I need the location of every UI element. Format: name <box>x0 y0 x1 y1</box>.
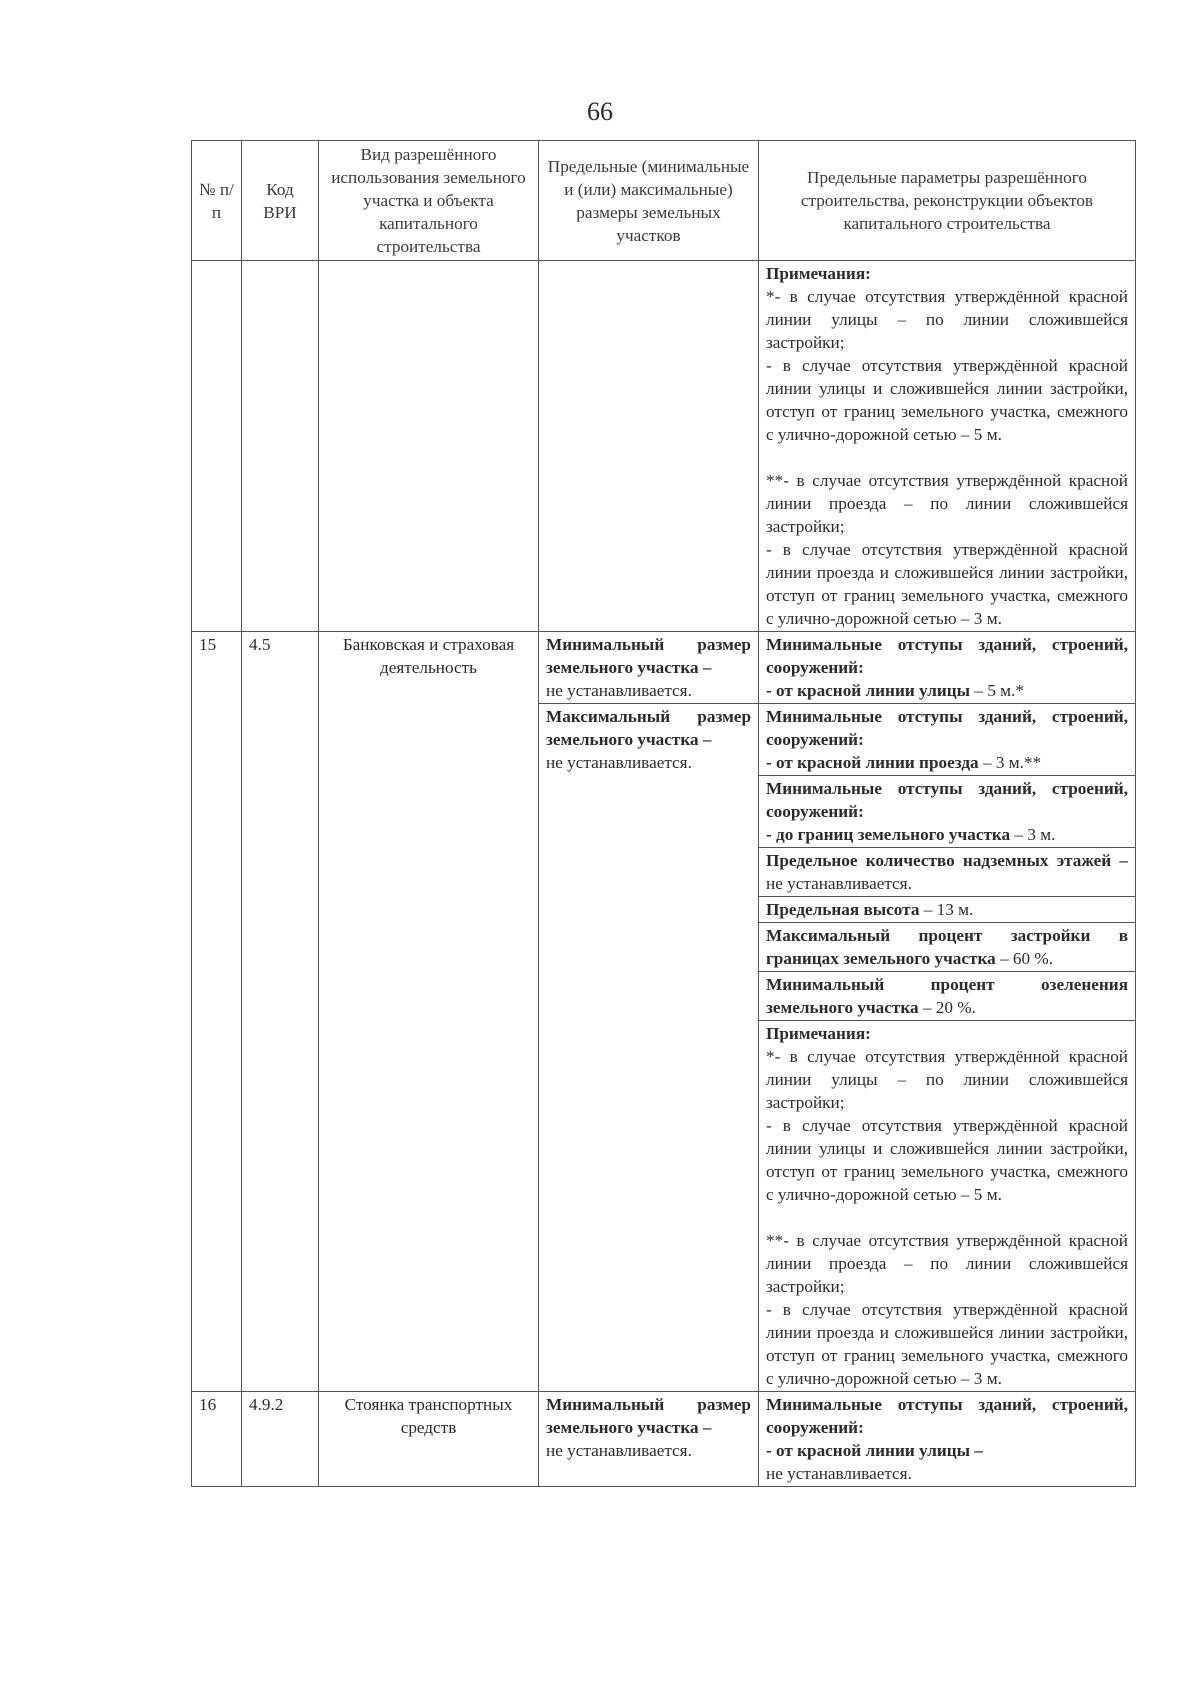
cell-empty <box>539 261 759 632</box>
table-row <box>192 632 1136 704</box>
param-cell <box>759 632 1136 704</box>
cell-empty <box>192 261 242 632</box>
header-number: № п/п <box>192 141 242 261</box>
param-label: Минимальный процент озеленения земельного участка <box>766 975 1128 1017</box>
notes-title: Примечания: <box>766 264 871 283</box>
note-street-1: *- в случае отсутствия утверждённой красной линии улицы – по линии сложившейся застройки; <box>766 287 1128 352</box>
row-use-type: Стоянка транспортных средств <box>319 1392 539 1487</box>
param-sublabel: - от красной линии улицы <box>766 681 971 700</box>
min-size-label: Минимальный размер земельного участка – <box>546 635 751 677</box>
min-size-cell <box>539 632 759 704</box>
cell-empty <box>319 261 539 632</box>
row-code: 4.5 <box>242 632 319 1392</box>
header-building-params: Предельные параметры разрешённого строительства, реконструкции объектов капитального строительства <box>759 141 1136 261</box>
row-number: 15 <box>192 632 242 1392</box>
param-value: – 20 %. <box>918 998 976 1017</box>
param-cell <box>759 923 1136 972</box>
min-size-value: не устанавливается. <box>546 1441 692 1460</box>
max-size-label: Максимальный размер земельного участка – <box>546 707 751 749</box>
row-code: 4.9.2 <box>242 1392 319 1487</box>
note-street-2: - в случае отсутствия утверждённой красной линии улицы и сложившейся линии застройки, отступ от границ земельного участка, смежного с улично-дорожной сетью – 5 м. <box>766 1116 1128 1204</box>
min-size-cell <box>539 1392 759 1487</box>
param-cell <box>759 972 1136 1021</box>
param-sublabel: - от красной линии проезда <box>766 753 979 772</box>
note-street-1: *- в случае отсутствия утверждённой красной линии улицы – по линии сложившейся застройки; <box>766 1047 1128 1112</box>
page-number: 66 <box>587 97 613 126</box>
note-street-2: - в случае отсутствия утверждённой красной линии улицы и сложившейся линии застройки, отступ от границ земельного участка, смежного с улично-дорожной сетью – 5 м. <box>766 356 1128 444</box>
param-sublabel: - до границ земельного участка <box>766 825 1011 844</box>
table-row <box>192 261 1136 632</box>
param-cell <box>759 897 1136 923</box>
param-label: Максимальный процент застройки в границах земельного участка <box>766 926 1128 968</box>
max-size-value: не устанавливается. <box>546 753 692 772</box>
param-value: не устанавливается. <box>766 874 912 893</box>
zoning-parameters-table <box>191 140 1136 1487</box>
param-value: – 3 м.** <box>978 753 1042 772</box>
note-drive-1: **- в случае отсутствия утверждённой красной линии проезда – по линии сложившейся застройки; <box>766 1231 1128 1296</box>
param-value: – 5 м.* <box>970 681 1024 700</box>
param-cell <box>759 704 1136 776</box>
note-drive-1: **- в случае отсутствия утверждённой красной линии проезда – по линии сложившейся застройки; <box>766 471 1128 536</box>
param-value: – 60 %. <box>995 949 1054 968</box>
note-drive-2: - в случае отсутствия утверждённой красной линии проезда и сложившейся линии застройки, отступ от границ земельного участка, смежного с улично-дорожной сетью – 3 м. <box>766 1300 1128 1388</box>
param-label: Минимальные отступы зданий, строений, сооружений: <box>766 779 1128 821</box>
min-size-label: Минимальный размер земельного участка – <box>546 1395 751 1437</box>
max-size-cell <box>539 704 759 1392</box>
param-value: – 3 м. <box>1010 825 1056 844</box>
param-cell <box>759 848 1136 897</box>
row-number: 16 <box>192 1392 242 1487</box>
param-cell <box>759 1392 1136 1487</box>
header-use-type: Вид разрешённого использования земельного участка и объекта капитального строительства <box>319 141 539 261</box>
param-label: Предельное количество надземных этажей – <box>766 851 1128 870</box>
param-label: Предельная высота <box>766 900 920 919</box>
param-label: Минимальные отступы зданий, строений, сооружений: <box>766 635 1128 677</box>
notes-title: Примечания: <box>766 1024 871 1043</box>
header-code: Код ВРИ <box>242 141 319 261</box>
cell-empty <box>242 261 319 632</box>
row-use-type: Банковская и страховая деятельность <box>319 632 539 1392</box>
param-label: Минимальные отступы зданий, строений, сооружений: <box>766 1395 1128 1437</box>
notes-cell <box>759 261 1136 632</box>
param-cell <box>759 776 1136 848</box>
param-value: не устанавливается. <box>766 1464 912 1483</box>
param-sublabel: - от красной линии улицы – <box>766 1441 983 1460</box>
param-value: – 13 м. <box>919 900 974 919</box>
param-label: Минимальные отступы зданий, строений, сооружений: <box>766 707 1128 749</box>
table-row <box>192 1392 1136 1487</box>
min-size-value: не устанавливается. <box>546 681 692 700</box>
table-header-row <box>192 141 1136 261</box>
note-drive-2: - в случае отсутствия утверждённой красной линии проезда и сложившейся линии застройки, отступ от границ земельного участка, смежного с улично-дорожной сетью – 3 м. <box>766 540 1128 628</box>
notes-cell <box>759 1021 1136 1392</box>
header-plot-size: Предельные (минимальные и (или) максимальные) размеры земельных участков <box>539 141 759 261</box>
